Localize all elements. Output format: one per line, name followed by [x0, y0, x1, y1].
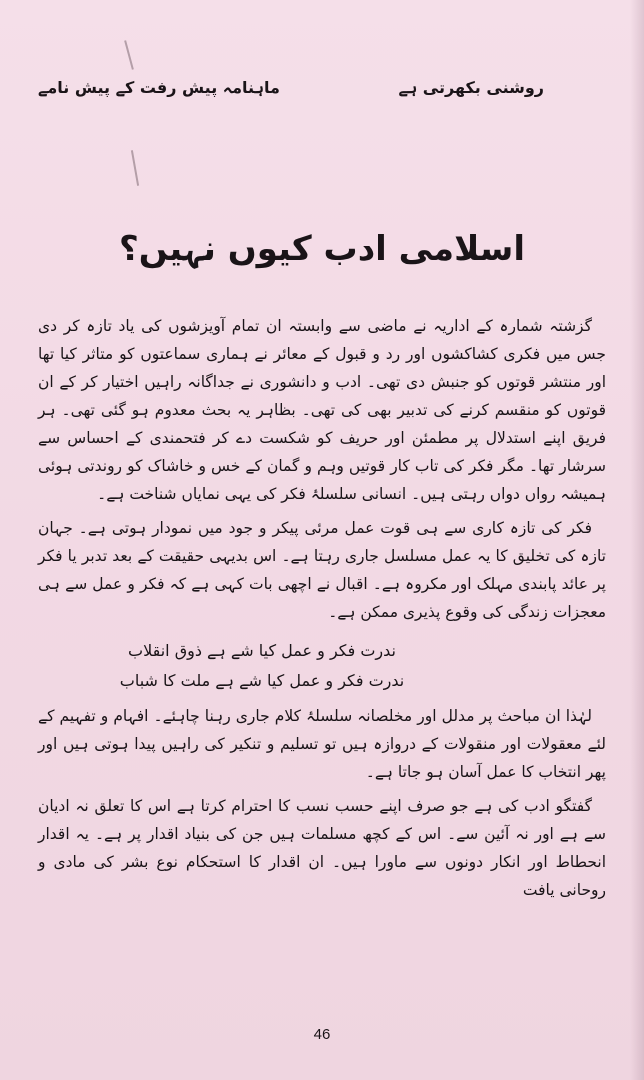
paragraph: گزشتہ شمارہ کے اداریہ نے ماضی سے وابستہ ان تمام آویزشوں کی یاد تازہ کر دی جس میں فکری کشاکشوں اور رد و قبول کے معائر نے ہماری سماعتوں کو متاثر کیا تھا اور منتشر قوتوں کو جنبش دی تھی۔ ادب و دانشوری نے جداگانہ راہیں اختیار کر کے ان قوتوں کو منقسم کرنے کی تدبیر بھی کی تھی۔ بظاہر یہ بحث معدوم ہو گئی تھی۔ ہر فریق اپنے استدلال پر مطمئن اور حریف کو شکست دے کر فتحمندی کے احساس سے سرشار تھا۔ مگر فکر کی تاب کار قوتیں وہم و گمان کے خس و خاشاک کو روندتی ہوئی ہمیشہ رواں دواں رہتی ہیں۔ انسانی سلسلۂ فکر کی یہی نمایاں شناخت ہے۔	[38, 317, 606, 503]
paragraph: فکر کی تازہ کاری سے ہی قوت عمل مرئی پیکر و جود میں نمودار ہوتی ہے۔ جہان تازہ کی تخلیق کا یہ عمل مسلسل جاری رہتا ہے۔ اس بدیہی حقیقت کے بعد تدبر یا فکر پر عائد پابندی مہلک اور مکروہ ہے۔ اقبال نے اچھی بات کہی ہے کہ فکر و عمل سے ہی معجزات زندگی کی وقوع پذیری ممکن ہے۔	[38, 519, 606, 621]
verse-line: ندرت فکر و عمل کیا شے ہے ذوق انقلاب	[128, 641, 396, 660]
paper-scratch-mark	[131, 150, 139, 186]
article-body	[38, 312, 606, 910]
page-edge-shadow	[630, 0, 644, 1080]
paragraph: لہٰذا ان مباحث پر مدلل اور مخلصانہ سلسلۂ کلام جاری رہنا چاہئے۔ افہام و تفہیم کے لئے معقولات اور منقولات کے دروازہ ہیں تو تسلیم و تنکیر کی راہیں پیدا ہوتی ہیں اور پھر انتخاب کا عمل آسان ہو جاتا ہے۔	[38, 707, 606, 781]
paper-scratch-mark	[124, 40, 134, 69]
paragraph: گفتگو ادب کی ہے جو صرف اپنے حسب نسب کا احترام کرتا ہے اس کا تعلق نہ ادیان سے ہے اور نہ آئین سے۔ اس کے کچھ مسلمات ہیں جن کی بنیاد اقدار پر ہے۔ یہ اقدار انحطاط اور انکار دونوں سے ماورا ہیں۔ ان اقدار کا استحکام نوع بشر کی مادی و روحانی یافت	[38, 797, 606, 899]
verse-couplet	[38, 636, 606, 696]
running-header	[38, 78, 544, 102]
header-section-title: روشنی بکھرتی ہے	[398, 78, 544, 97]
article-title: اسلامی ادب کیوں نہیں؟	[118, 229, 525, 269]
page-number: 46	[313, 1026, 331, 1043]
header-magazine-title: ماہنامہ پیش رفت کے پیش نامے	[38, 78, 280, 97]
verse-line: ندرت فکر و عمل کیا شے ہے ملت کا شباب	[119, 671, 405, 690]
